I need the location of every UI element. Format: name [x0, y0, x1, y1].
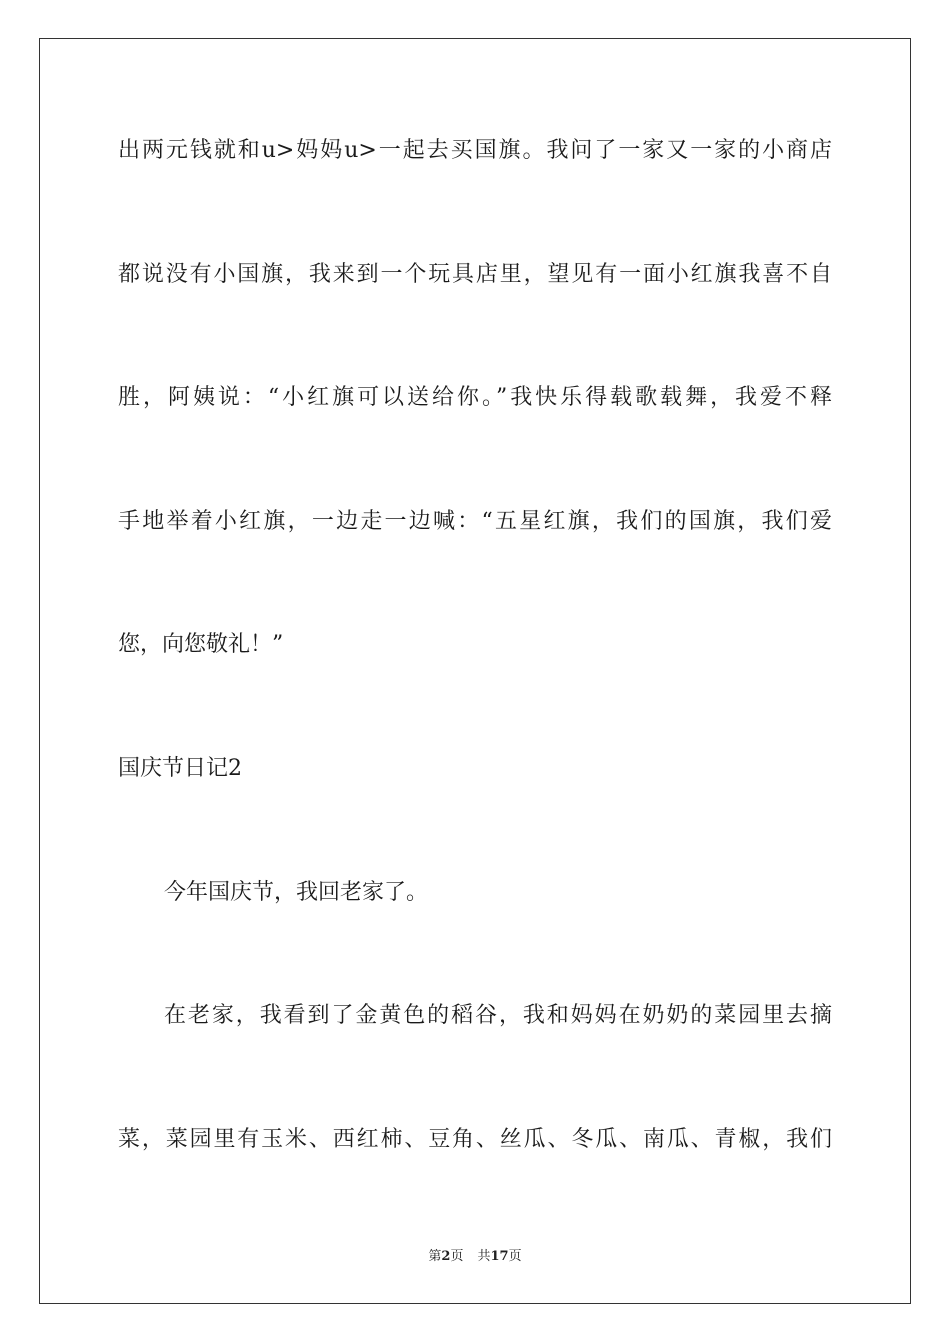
- page-footer: [0, 1248, 950, 1266]
- footer-total-pages: 17: [490, 1249, 509, 1264]
- paragraph-first-line: 今年国庆节，我回老家了。: [164, 880, 429, 905]
- body-line-4: 手地举着小红旗，一边走一边喊：“五星红旗，我们的国旗，我们爱: [118, 509, 832, 534]
- body-line-1: 出两元钱就和u>妈妈u>一起去买国旗。我问了一家又一家的小商店: [118, 138, 832, 163]
- footer-total-suffix: 页: [508, 1249, 522, 1264]
- page-border: [39, 38, 911, 1304]
- body-line-2: 都说没有小国旗，我来到一个玩具店里，望见有一面小红旗我喜不自: [118, 262, 832, 287]
- body-line-5: 您，向您敬礼！”: [118, 632, 284, 657]
- section-heading: 国庆节日记2: [118, 756, 242, 781]
- paragraph-line-1: 在老家，我看到了金黄色的稻谷，我和妈妈在奶奶的菜园里去摘: [164, 1003, 832, 1028]
- body-line-3: 胜，阿姨说：“小红旗可以送给你。”我快乐得载歌载舞，我爱不释: [118, 385, 832, 410]
- paragraph-line-2: 菜，菜园里有玉米、西红柿、豆角、丝瓜、冬瓜、南瓜、青椒，我们: [118, 1127, 832, 1152]
- footer-page-number: 2: [441, 1249, 451, 1264]
- footer-total-prefix: 共: [477, 1249, 491, 1264]
- footer-page-suffix: 页: [450, 1249, 464, 1264]
- footer-page-prefix: 第: [428, 1249, 442, 1264]
